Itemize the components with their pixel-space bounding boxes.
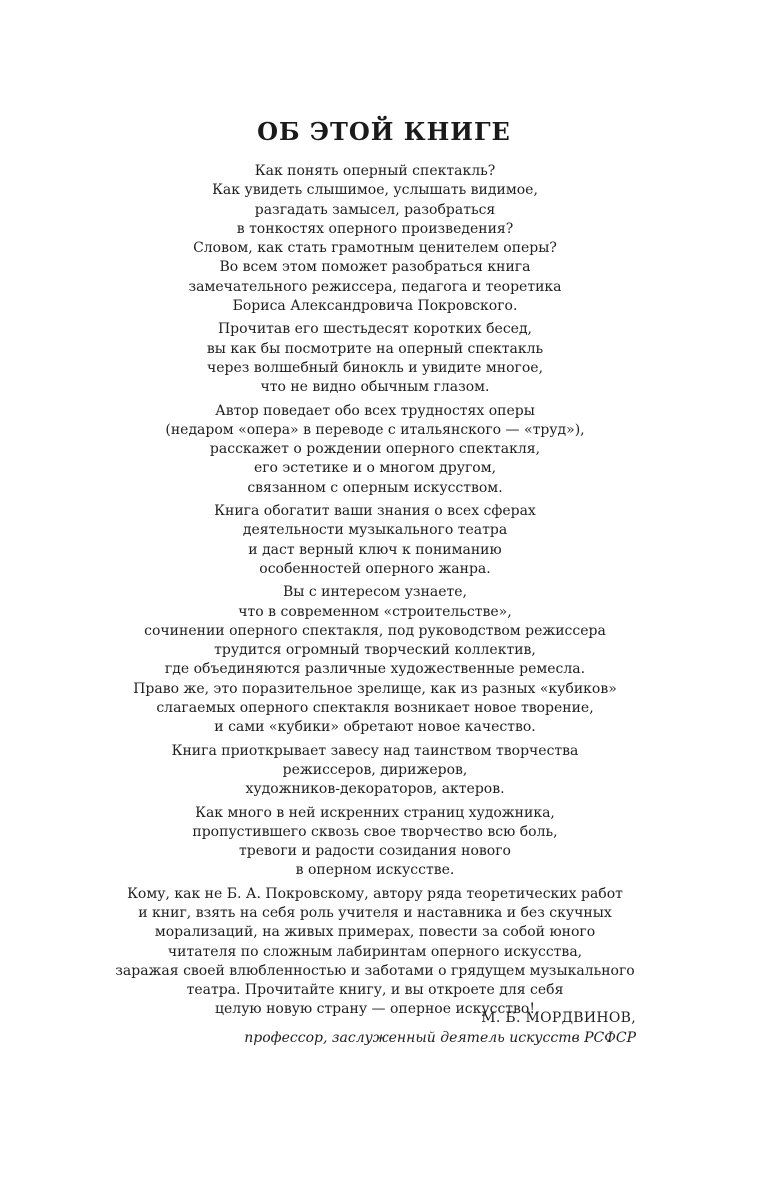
paragraph	[100, 742, 650, 800]
text-line: Кому, как не Б. А. Покровскому, автору ряда теоретических работ	[127, 885, 623, 902]
paragraph	[100, 583, 650, 737]
text-line: Книга приоткрывает завесу над таинством творчества	[171, 742, 579, 759]
paragraph	[100, 885, 650, 1020]
text-line: и даст верный ключ к пониманию	[248, 541, 502, 558]
text-line: в тонкостях оперного произведения?	[236, 220, 514, 237]
text-line: через волшебный бинокль и увидите многое,	[206, 359, 544, 376]
text-line: трудится огромный творческий коллектив,	[214, 642, 536, 659]
text-line: (недаром «опера» в переводе с итальянского — «труд»),	[165, 421, 585, 438]
text-line: художников-декораторов, актеров.	[245, 781, 505, 798]
text-line: вы как бы посмотрите на оперный спектакль	[206, 340, 544, 357]
text-line: пропустившего сквозь свое творчество всю боль,	[192, 823, 558, 840]
text-line: заражая своей влюбленностью и заботами о грядущем музыкального	[115, 962, 635, 979]
text-line: особенностей оперного жанра.	[259, 560, 491, 577]
signature	[244, 1008, 636, 1048]
text-line: Книга обогатит ваши знания о всех сферах	[214, 503, 536, 520]
text-line: Как много в ней искренних страниц художника,	[195, 804, 555, 821]
text-line: читателя по сложным лабиринтам оперного искусства,	[167, 943, 583, 960]
text-line: Во всем этом поможет разобраться книга	[219, 259, 531, 276]
text-line: режиссеров, дирижеров,	[282, 761, 468, 778]
text-line: тревоги и радости созидания нового	[239, 843, 511, 860]
paragraph	[100, 162, 650, 316]
text-line: и книг, взять на себя роль учителя и наставника и без скучных	[138, 904, 612, 921]
text-line: Автор поведает обо всех трудностях оперы	[215, 402, 535, 419]
text-line: его эстетике и о многом другом,	[253, 460, 497, 477]
text-line: связанном с оперным искусством.	[247, 479, 503, 496]
text-line: Вы с интересом узнаете,	[282, 584, 468, 601]
text-line: разгадать замысел, разобраться	[254, 201, 496, 218]
text-line: сочинении оперного спектакля, под руководством режиссера	[144, 622, 606, 639]
text-line: Словом, как стать грамотным ценителем оперы?	[193, 240, 557, 257]
paragraph	[100, 402, 650, 498]
text-line: Право же, это поразительное зрелище, как из разных «кубиков»	[133, 680, 617, 697]
text-line: что в современном «строительстве»,	[238, 603, 512, 620]
text-line: что не видно обычным глазом.	[260, 379, 490, 396]
text-line: деятельности музыкального театра	[242, 522, 508, 539]
text-line: Как понять оперный спектакль?	[254, 163, 496, 179]
text-line: в оперном искусстве.	[295, 862, 455, 879]
signature-role: профессор, заслуженный деятель искусств РСФСР	[244, 1030, 636, 1046]
signature-name: М. Б. МОРДВИНОВ,	[481, 1010, 636, 1026]
text-line: Прочитав его шестьдесят коротких бесед,	[217, 321, 533, 338]
text-line: Бориса Александровича Покровского.	[232, 298, 518, 315]
text-line: морализаций, на живых примерах, повести за собой юного	[154, 924, 596, 941]
text-line: расскажет о рождении оперного спектакля,	[209, 441, 541, 458]
paragraph	[100, 502, 650, 579]
text-line: где объединяются различные художественные ремесла.	[164, 661, 586, 678]
body-text	[100, 162, 650, 1024]
paragraph	[100, 804, 650, 881]
text-line: целую новую страну — оперное искусство!	[215, 1001, 535, 1018]
text-line: Как увидеть слышимое, услышать видимое,	[212, 182, 538, 199]
text-line: слагаемых оперного спектакля возникает новое творение,	[156, 700, 594, 717]
text-line: замечательного режиссера, педагога и теоретика	[188, 278, 562, 295]
page-title: ОБ ЭТОЙ КНИГЕ	[257, 117, 511, 146]
text-line: и сами «кубики» обретают новое качество.	[214, 719, 536, 736]
text-line: театра. Прочитайте книгу, и вы откроете для себя	[186, 982, 564, 999]
paragraph	[100, 320, 650, 397]
